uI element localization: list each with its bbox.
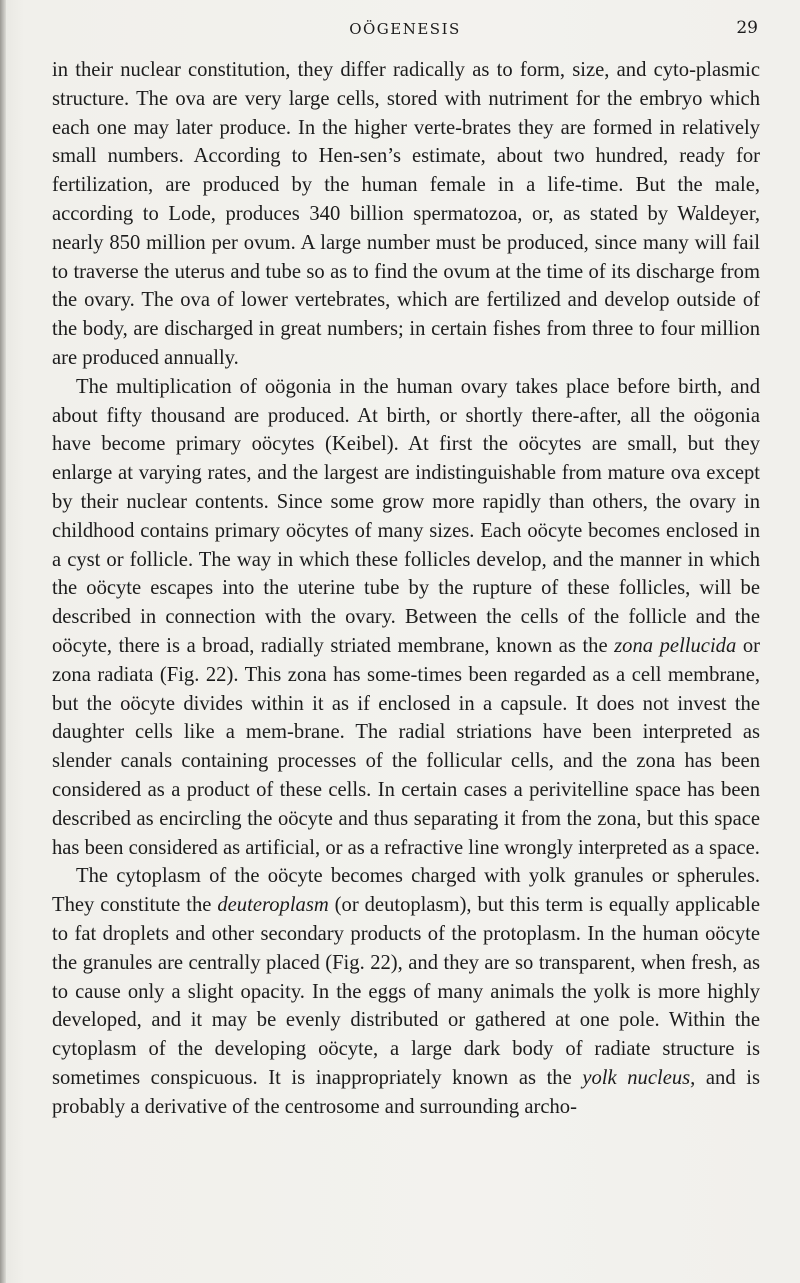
page-number: 29 bbox=[736, 18, 758, 38]
binding-gutter-shadow bbox=[0, 0, 6, 1283]
paragraph-3-text-c: and is probably a derivative of the centrosome and surrounding archo- bbox=[52, 1066, 760, 1118]
paragraph-3-text-b: (or deutoplasm), but this term is equally applicable to fat droplets and other secondary products of the protoplasm. In the human oöcyte the granules are centrally placed (Fig. 22), and they are so transparent, when fresh, as to cause only a slight opacity. In the eggs of many animals the yolk is more highly developed, and it may be evenly distributed or gathered at one pole. Within the cytoplasm of the developing oöcyte, a large dark body of radiate structure is sometimes conspicuous. It is inappropriately known as the bbox=[52, 894, 760, 1089]
term-zona-pellucida: zona pellucida bbox=[614, 634, 737, 657]
running-head bbox=[52, 20, 758, 46]
body-text bbox=[52, 56, 760, 1121]
paragraph-1-text: in their nuclear constitution, they differ radically as to form, size, and cyto-plasmic structure. The ova are very large cells, stored with nutriment for the embryo which each one may later produce. In the higher verte-brates they are formed in relatively small numbers. According to Hen-sen’s estimate, about two hundred, ready for fertilization, are produced by the human female in a life-time. But the male, according to Lode, produces 340 billion spermatozoa, or, as stated by Waldeyer, nearly 850 million per ovum. A large number must be produced, since many will fail to traverse the uterus and tube so as to find the ovum at the time of its discharge from the ovary. The ova of lower vertebrates, which are fertilized and develop outside of the body, are discharged in great numbers; in certain fishes from three to four million are produced annually. bbox=[52, 59, 760, 369]
paragraph-2-text-a: The multiplication of oögonia in the human ovary takes place before birth, and about fifty thousand are produced. At birth, or shortly there-after, all the oögonia have become primary oöcytes (Keibel). At first the oöcytes are small, but they enlarge at varying rates, and the largest are indistinguishable from mature ova except by their nuclear contents. Since some grow more rapidly than others, the ovary in childhood contains primary oöcytes of many sizes. Each oöcyte becomes enclosed in a cyst or follicle. The way in which these follicles develop, and the manner in which the oöcyte escapes into the uterine tube by the rupture of these follicles, will be described in connection with the ovary. Between the cells of the follicle and the oöcyte, there is a broad, radially striated membrane, known as the bbox=[52, 375, 760, 657]
paragraph-3 bbox=[52, 862, 760, 1121]
paragraph-1 bbox=[52, 56, 760, 373]
paragraph-2-text-b: or zona radiata (Fig. 22). This zona has some-times been regarded as a cell membrane, but the oöcyte divides within it as if enclosed in a capsule. It does not invest the daughter cells like a mem-brane. The radial striations have been interpreted as slender canals containing processes of the follicular cells, and the zona has been considered as a product of these cells. In certain cases a perivitelline space has been described as encircling the oöcyte and thus separating it from the zona, but this space has been considered as artificial, or as a refractive line wrongly interpreted as a space. bbox=[52, 634, 760, 859]
chapter-title: OÖGENESIS bbox=[349, 20, 461, 38]
term-deuteroplasm: deuteroplasm bbox=[217, 894, 329, 917]
paragraph-2 bbox=[52, 373, 760, 863]
paragraph-3-text-a: The cytoplasm of the oöcyte becomes charged with yolk granules or spherules. They constitute the bbox=[52, 865, 760, 917]
term-yolk-nucleus: yolk nucleus, bbox=[582, 1066, 696, 1089]
